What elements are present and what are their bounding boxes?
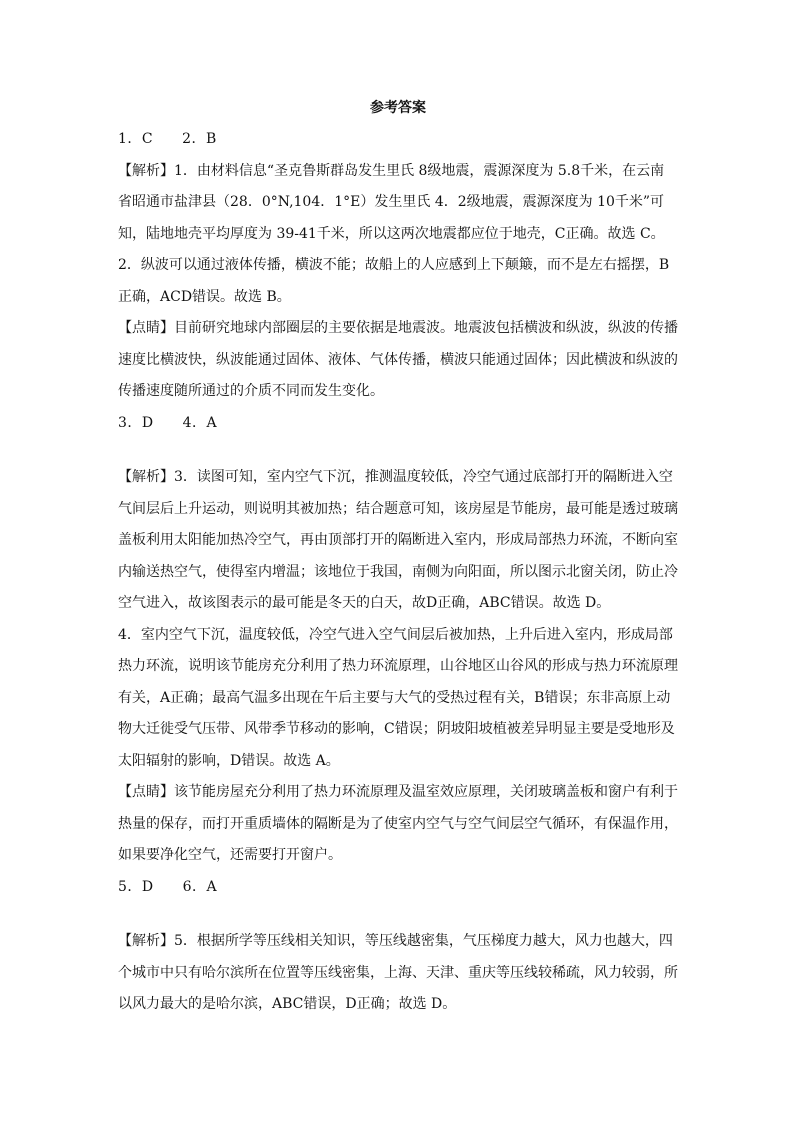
page-title: 参考答案	[370, 100, 426, 116]
answer-line-3-4: 3．D 4．A	[118, 414, 218, 431]
analysis-paragraph-3: 【解析】3．读图可知，室内空气下沉，推测温度较低，冷空气通过底部打开的隔断进入空气间层后上升运动，则说明其被加热；结合题意可知，该房屋是节能房，最可能是透过玻璃盖板利用太阳能加热冷空气，再由顶部打开的隔断进入室内，形成局部热力环流，不断向室内输送热空气，使得室内增温；该地位于我国，南侧为向阳面，所以图示北窗关闭，防止冷空气进入，故该图表示的最可能是冬天的白天，故D正确，ABC错误。故选 D。	[118, 469, 678, 611]
key-point-paragraph-2: 【点睛】该节能房屋充分利用了热力环流原理及温室效应原理，关闭玻璃盖板和窗户有利于热量的保存，而打开重质墙体的隔断是为了使室内空气与空气间层空气循环，有保温作用，如果要净化空气，还需要打开窗户。	[118, 784, 678, 863]
answer-line-1-2: 1．C 2．B	[118, 131, 217, 147]
spacer	[118, 903, 678, 926]
key-point-paragraph-1: 【点睛】目前研究地球内部圈层的主要依据是地震波。地震波包括横波和纵波，纵波的传播速度比横波快，纵波能通过固体、液体、气体传播，横波只能通过固体；因此横波和纵波的传播速度随所通过的介质不同而发生变化。	[118, 320, 678, 399]
analysis-paragraph-4: 4．室内空气下沉，温度较低，冷空气进入空气间层后被加热，上升后进入室内，形成局部热力环流，说明该节能房充分利用了热力环流原理，山谷地区山谷风的形成与热力环流原理有关，A正确；最高气温多出现在午后主要与大气的受热过程有关，B错误；东非高原上动物大迁徙受气压带、风带季节移动的影响，C错误；阴坡阳坡植被差异明显主要是受地形及太阳辐射的影响，D错误。故选 A。	[118, 626, 678, 769]
spacer	[118, 439, 678, 462]
analysis-paragraph-1: 【解析】1．由材料信息“圣克鲁斯群岛发生里氏 8级地震，震源深度为 5.8千米，在云南省昭通市盐津县（28．0°N,104．1°E）发生里氏 4．2级地震，震源深度为 10千米”可知，陆地地壳平均厚度为 39-41千米，所以这两次地震都应位于地壳，C正确。故选 C。	[118, 162, 665, 242]
analysis-paragraph-5: 【解析】5．根据所学等压线相关知识，等压线越密集，气压梯度力越大，风力也越大，四个城市中只有哈尔滨所在位置等压线密集，上海、天津、重庆等压线较稀疏，风力较弱，所以风力最大的是哈尔滨，ABC错误，D正确；故选 D。	[118, 933, 678, 1012]
answer-line-5-6: 5．D 6．A	[118, 878, 218, 895]
analysis-paragraph-2: 2．纵波可以通过液体传播，横波不能；故船上的人应感到上下颠簸，而不是左右摇摆，B正确，ACD错误。故选 B。	[118, 257, 670, 305]
